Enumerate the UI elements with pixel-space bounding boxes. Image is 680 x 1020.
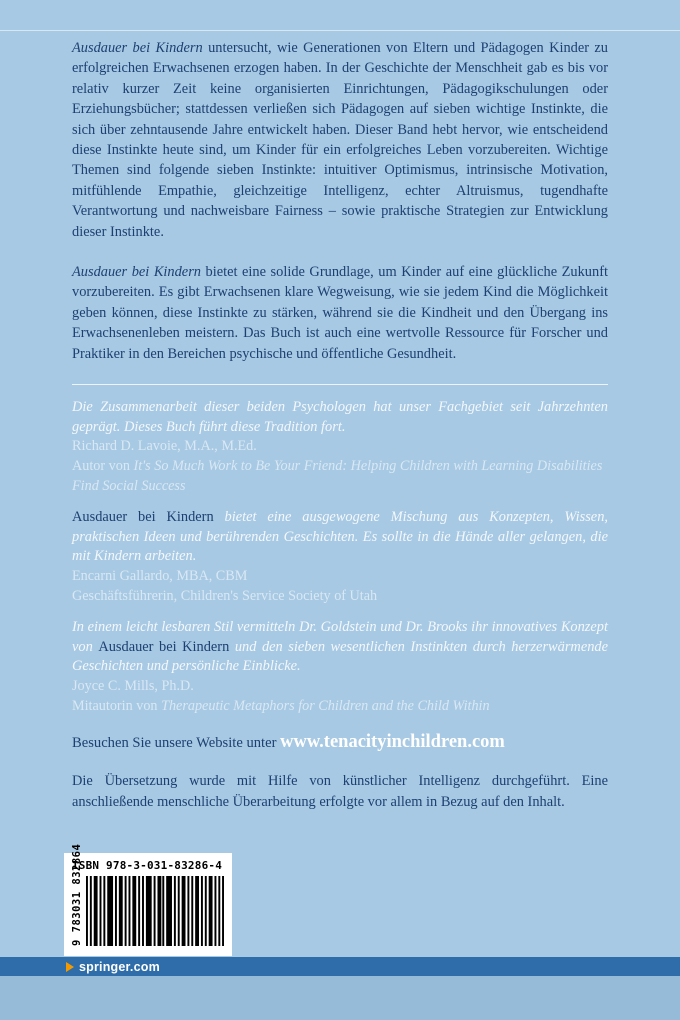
section-divider	[72, 384, 608, 385]
testimonial-attribution: Joyce C. Mills, Ph.D.	[72, 678, 194, 694]
translation-note: Die Übersetzung wurde mit Hilfe von künstlicher Intelligenz durchgeführt. Eine anschließende menschliche Überarbeitung erfolgte vor allem in Bezug auf den Inhalt.	[72, 773, 608, 810]
website-line	[72, 732, 608, 753]
testimonial-attribution: Encarni Gallardo, MBA, CBM	[72, 568, 248, 585]
bottom-strip	[0, 976, 680, 1020]
publisher-footer-bar	[0, 957, 680, 976]
isbn-number-vertical: 9 783031 832864	[71, 843, 83, 946]
synopsis-text-1: untersucht, wie Generationen von Eltern und Pädagogen Kinder zu erfolgreichen Erwachsenen erzogen haben. In der Geschichte der Menschheit gab es bis vor relativ kurzer Zeit keine organisierten Einrichtungen, Pädagogikschulungen oder Erziehungsbücher; stattdessen verließen sich Pädagogen auf sieben wichtige Instinkte, die sich über zehntausende Jahre entwickelt haben. Dieser Band hebt hervor, wie entscheidend diese Instinkte heute sind, um Kinder für ein erfolgreiches Leben vorzubereiten. Wichtige Themen sind folgende sieben Instinkte: intuitiver Optimismus, intrinsische Motivation, mitfühlende Empathie, gleichzeitige Intelligenz, echter Altruismus, tugendhafte Verantwortung und nachweisbare Fairness – sowie praktische Strategien zur Entwicklung dieser Instinkte.	[72, 40, 608, 240]
testimonial-quote	[72, 618, 608, 677]
testimonial-role	[72, 697, 608, 717]
referenced-book-title: Therapeutic Metaphors for Children and the Child Within	[161, 697, 490, 714]
book-title: Ausdauer bei Kindern	[72, 264, 201, 281]
testimonial-role: Geschäftsführerin, Children's Service Society of Utah	[72, 587, 378, 604]
ean-barcode-icon	[86, 876, 224, 946]
testimonial-gallardo	[72, 508, 608, 606]
quote-text: In einem leicht lesbaren Stil vermitteln Dr. Goldstein und Dr. Brooks ihr innovatives Konzept von	[72, 619, 608, 655]
testimonial-attribution: Richard D. Lavoie, M.A., M.Ed.	[72, 438, 257, 455]
synopsis-paragraph-2	[72, 262, 608, 364]
testimonial-role	[72, 457, 608, 496]
top-rule	[0, 30, 680, 31]
book-title: Ausdauer bei Kindern	[72, 509, 214, 526]
testimonial-lavoie	[72, 398, 608, 496]
role-prefix: Autor von	[72, 458, 134, 475]
testimonial-quote	[72, 398, 608, 437]
testimonial-mills	[72, 618, 608, 716]
isbn-label: ISBN 978-3-031-83286-4	[71, 859, 223, 872]
publisher-link[interactable]: springer.com	[79, 959, 160, 974]
testimonial-quote	[72, 508, 608, 567]
quote-text: und den sieben wesentlichen Instinkten durch herzerwärmende Geschichten und persönliche Einblicke.	[72, 638, 608, 675]
website-prefix: Besuchen Sie unsere Website unter	[72, 735, 281, 752]
synopsis-text-2: bietet eine solide Grundlage, um Kinder auf eine glückliche Zukunft vorzubereiten. Es gibt Erwachsenen klare Wegweisung, wie sie jedem Kind die Möglichkeit geben können, diese Instinkte zu stärken, während sie die Kindheit und den Übergang ins Erwachsenenleben meistern. Das Buch ist auch eine wertvolle Ressource für Forscher und Praktiker in den Bereichen psychische und öffentliche Gesundheit.	[72, 264, 608, 362]
synopsis-paragraph-1	[72, 38, 608, 242]
website-url[interactable]: www.tenacityinchildren.com	[280, 732, 505, 753]
referenced-book-title: It's So Much Work to Be Your Friend: Helping Children with Learning Disabilities Find Social Success	[72, 458, 603, 494]
book-title: Ausdauer bei Kindern	[72, 40, 203, 56]
springer-arrow-icon	[66, 962, 74, 972]
role-prefix: Mitautorin von	[72, 697, 162, 714]
isbn-block	[64, 843, 232, 956]
quote-text: bietet eine ausgewogene Mischung aus Konzepten, Wissen, praktischen Ideen und berührenden Geschichten. Es sollte in die Hände aller gelangen, die mit Kindern arbeiten.	[72, 509, 608, 565]
back-cover-content	[72, 38, 608, 812]
quote-text: Die Zusammenarbeit dieser beiden Psychologen hat unser Fachgebiet seit Jahrzehnten geprägt. Dieses Buch führt diese Tradition fort.	[72, 399, 608, 435]
book-title: Ausdauer bei Kindern	[98, 638, 230, 655]
